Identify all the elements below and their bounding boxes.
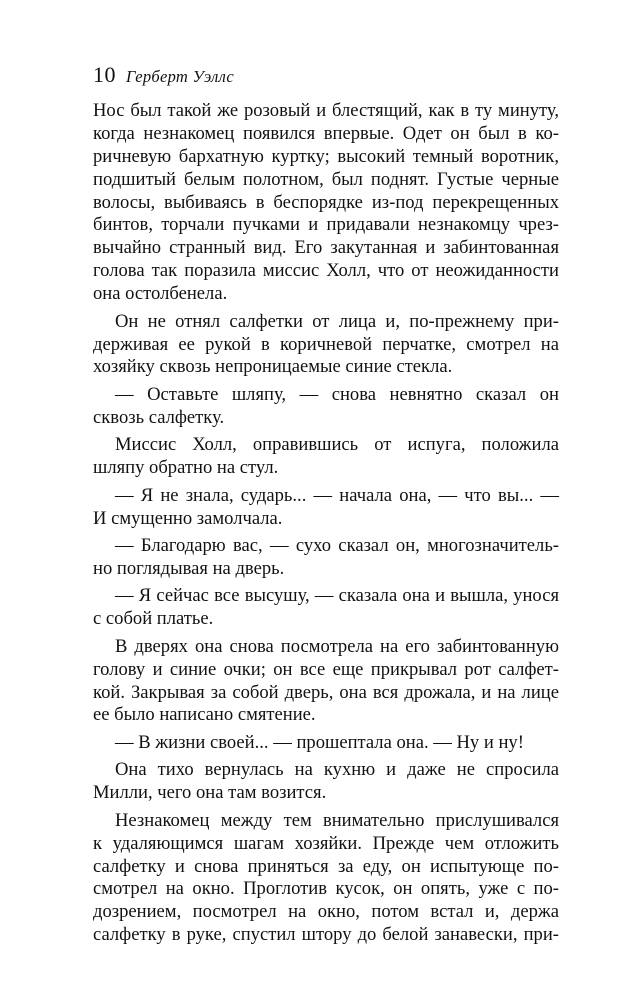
text-line: — Я не знала, сударь... — начала она, — что вы... — xyxy=(115,484,559,506)
text-line: Нос был такой же розовый и блестящий, как в ту минуту, xyxy=(93,100,559,121)
text-line: Он не отнял салфетки от лица и, по-прежнему при- xyxy=(115,310,559,332)
text-line: с собой платье. xyxy=(93,608,214,630)
paragraph xyxy=(93,384,559,430)
book-page xyxy=(93,62,559,947)
text-line: смотрел на окно. Проглотив кусок, он опять, уже с по- xyxy=(93,878,559,900)
text-line: волосы, выбиваясь в беспорядке из-под перекрещенных xyxy=(93,191,559,213)
text-line: хозяйку сквозь непроницаемые синие стекла. xyxy=(93,356,453,378)
text-line: кой. Закрывая за собой дверь, она вся дрожала, и на лице xyxy=(93,681,559,703)
paragraph xyxy=(93,810,559,947)
text-line: Она тихо вернулась на кухню и даже не спросила xyxy=(115,759,559,781)
paragraph xyxy=(93,636,559,728)
text-line: голову и синие очки; он все еще прикрывал рот салфет- xyxy=(93,658,559,680)
text-line: вычайно странный вид. Его закутанная и забинтованная xyxy=(93,237,559,259)
text-line: шляпу обратно на стул. xyxy=(93,457,279,479)
text-line: Милли, чего она там возится. xyxy=(93,782,327,804)
paragraph xyxy=(93,100,559,306)
paragraph xyxy=(93,732,559,755)
text-line: сквозь салфетку. xyxy=(93,406,225,428)
text-line: бинтов, торчали пучками и придавали незнакомцу чрез- xyxy=(93,214,559,236)
text-line: Незнакомец между тем внимательно прислушивался xyxy=(115,809,559,831)
text-line: — Благодарю вас, — сухо сказал он, многозначитель- xyxy=(115,535,559,556)
text-line: подшитый белым полотном, был поднят. Густые черные xyxy=(93,168,559,190)
page-number: 10 xyxy=(93,62,116,87)
text-line: — Оставьте шляпу, — снова невнятно сказал он xyxy=(115,383,559,405)
text-line: дозрением, посмотрел на окно, потом встал и, держа xyxy=(93,901,559,923)
paragraph xyxy=(93,759,559,805)
text-line: В дверях она снова посмотрела на его забинтованную xyxy=(115,635,559,657)
paragraph xyxy=(93,311,559,380)
text-line: держивая ее рукой в коричневой перчатке, смотрел на xyxy=(93,333,559,355)
text-line: ричневую бархатную куртку; высокий темный воротник, xyxy=(93,145,559,167)
text-line: — Я сейчас все высушу, — сказала она и вышла, унося xyxy=(115,585,559,607)
body-text xyxy=(93,100,559,947)
text-line: но поглядывая на дверь. xyxy=(93,557,285,579)
text-line: салфетку в руке, спустил штору до белой занавески, при- xyxy=(93,924,559,946)
text-line: ее было написано смятение. xyxy=(93,704,316,726)
text-line: голова так поразила миссис Холл, что от неожиданности xyxy=(93,260,559,282)
paragraph xyxy=(93,485,559,531)
text-line: И смущенно замолчала. xyxy=(93,507,283,529)
text-line: когда незнакомец появился впервые. Одет он был в ко- xyxy=(93,122,559,144)
text-line: Миссис Холл, оправившись от испуга, положила xyxy=(115,434,559,456)
text-line: салфетку и снова приняться за еду, он испытующе по- xyxy=(93,855,559,877)
text-line: к удаляющимся шагам хозяйки. Прежде чем отложить xyxy=(93,832,559,854)
paragraph xyxy=(93,434,559,480)
text-line: она остолбенела. xyxy=(93,283,228,305)
paragraph xyxy=(93,585,559,631)
book-author: Герберт Уэллс xyxy=(126,67,234,86)
running-head xyxy=(93,62,559,98)
text-line: — В жизни своей... — прошептала она. — Ну и ну! xyxy=(115,731,524,753)
paragraph xyxy=(93,535,559,581)
